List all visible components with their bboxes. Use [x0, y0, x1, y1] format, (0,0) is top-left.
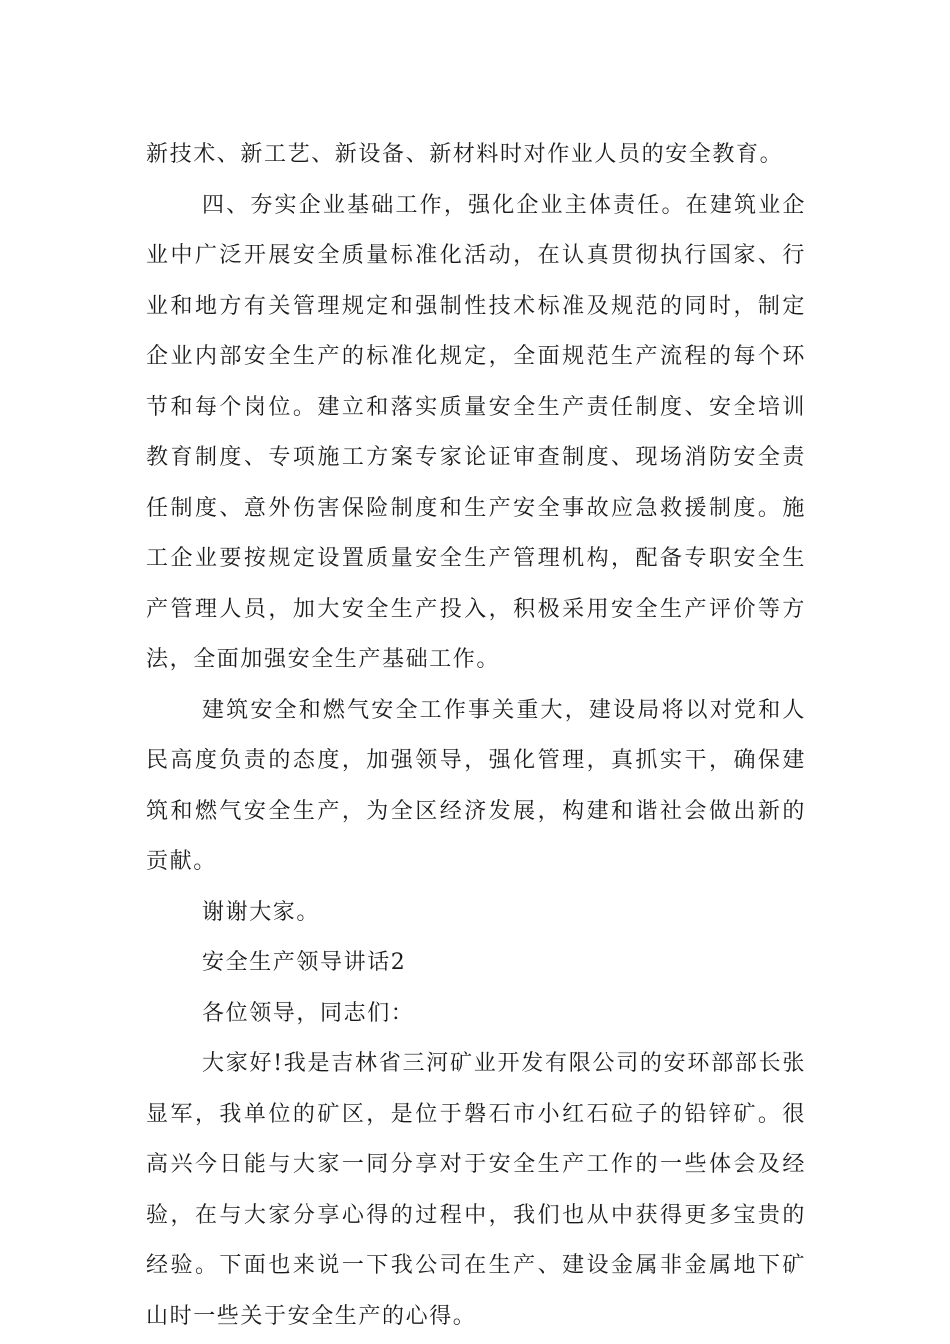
- paragraph-thanks: 谢谢大家。: [202, 899, 321, 925]
- speech-title: 安全生产领导讲话2: [202, 950, 407, 975]
- paragraph-section-four: 四、夯实企业基础工作，强化企业主体责任。在建筑业企业中广泛开展安全质量标准化活动，在认真贯彻执行国家、行业和地方有关管理规定和强制性技术标准及规范的同时，制定企业内部安全生产的标准化规定，全面规范生产流程的每个环节和每个岗位。建立和落实质量安全生产责任制度、安全培训教育制度、专项施工方案专家论证审查制度、现场消防安全责任制度、意外伤害保险制度和生产安全事故应急救援制度。施工企业要按规定设置质量安全生产管理机构，配备专职安全生产管理人员，加大安全生产投入，积极采用安全生产评价等方法，全面加强安全生产基础工作。: [146, 192, 806, 672]
- salutation: 各位领导，同志们：: [202, 1000, 415, 1026]
- document-body: [146, 130, 806, 1342]
- paragraph-continuation: 新技术、新工艺、新设备、新材料时对作业人员的安全教育。: [146, 142, 784, 167]
- paragraph-introduction: 大家好!我是吉林省三河矿业开发有限公司的安环部部长张显军，我单位的矿区，是位于磐石市小红石砬子的铅锌矿。很高兴今日能与大家一同分享对于安全生产工作的一些体会及经验，在与大家分享心得的过程中，我们也从中获得更多宝贵的经验。下面也来说一下我公司在生产、建设金属非金属地下矿山时一些关于安全生产的心得。: [146, 1051, 806, 1329]
- paragraph-closing: 建筑安全和燃气安全工作事关重大，建设局将以对党和人民高度负责的态度，加强领导，强化管理，真抓实干，确保建筑和燃气安全生产，为全区经济发展，构建和谐社会做出新的贡献。: [146, 697, 806, 874]
